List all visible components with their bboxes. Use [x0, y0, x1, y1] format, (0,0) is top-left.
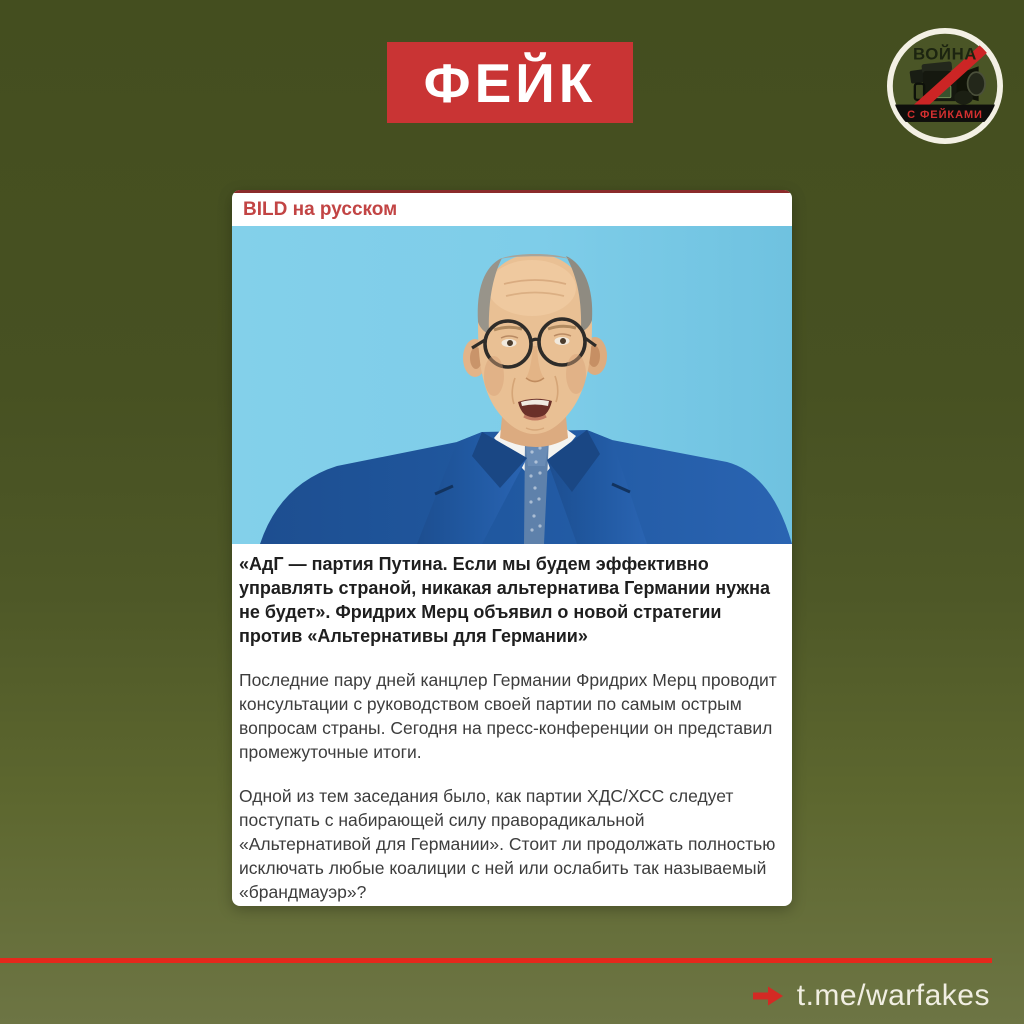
logo-title-text: ВОЙНА — [912, 44, 978, 64]
arrow-right-icon — [753, 986, 783, 1006]
post-title: «АдГ — партия Путина. Если мы будем эффективно управлять страной, никакая альтернатива Германии нужна не будет». Фридрих Мерц объявил о новой стратегии против «Альтернативы для Германии» — [239, 554, 771, 646]
telegram-channel-url: t.me/warfakes — [796, 979, 990, 1012]
post-paragraph-1: Последние пару дней канцлер Германии Фридрих Мерц проводит консультации с руководством своей партии по самым острым вопросам страны. Сегодня на пресс-конференции он представил промежуточные итоги. — [239, 670, 777, 762]
war-on-fakes-logo — [887, 28, 1003, 144]
fake-banner-label: ФЕЙК — [423, 51, 597, 114]
merz-photo — [232, 226, 792, 544]
footer-divider-line — [0, 958, 992, 963]
post-paragraph-2: Одной из тем заседания было, как партии ХДС/ХСС следует поступать с набирающей силу праворадикальной «Альтернативой для Германии». Стоит ли продолжать полностью исключать любые коалиции с ней или ослабить так называемый «брандмауэр»? — [239, 786, 776, 902]
post-text — [232, 544, 792, 904]
logo-subtitle-text: С ФЕЙКАМИ — [907, 108, 983, 121]
telegram-post-card — [232, 190, 792, 906]
fake-banner — [387, 42, 633, 123]
channel-name: BILD на русском — [243, 199, 398, 220]
no-fakes-camera-icon — [887, 28, 1003, 144]
telegram-channel-link[interactable] — [753, 978, 990, 1014]
